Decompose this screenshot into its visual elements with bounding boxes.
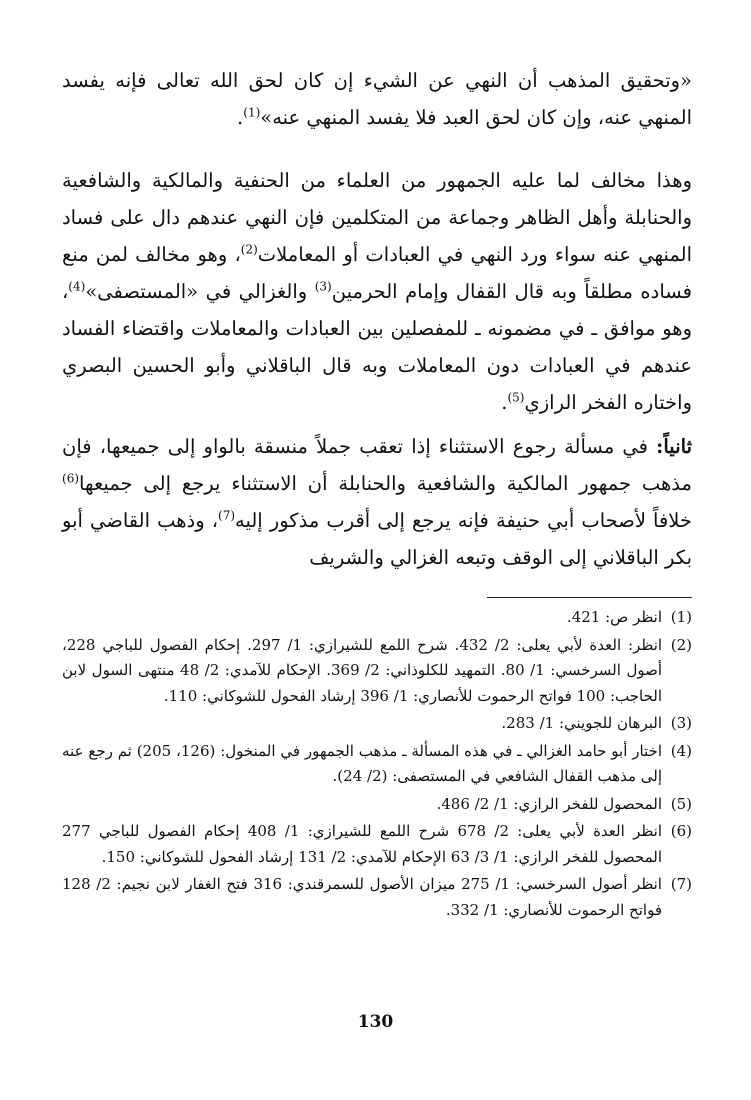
footnote-item — [62, 605, 692, 631]
footnote-number: (6) — [670, 822, 692, 840]
footnote-ref-1: (1) — [243, 105, 261, 120]
footnote-ref-5: (5) — [507, 390, 525, 405]
footnote-number: (2) — [670, 635, 692, 654]
footnote-ref-3: (3) — [314, 279, 332, 294]
footnote-item — [62, 739, 692, 790]
paragraph-text: ، وهو مخالف لمن منع فساده مطلقاً وبه قال القفال وإمام الحرمين — [62, 243, 692, 303]
page-number: 130 — [357, 1012, 394, 1032]
footnote-number: (7) — [670, 875, 692, 893]
footnote-item — [62, 711, 692, 737]
paragraph-text: والغزالي في «المستصفى» — [85, 280, 315, 303]
footnote-item — [62, 872, 692, 923]
footnote-ref-7: (7) — [218, 508, 236, 523]
footnote-divider — [487, 597, 692, 598]
footnote-text: انظر: العدة لأبي يعلى: 2/ 432. شرح اللمع للشيرازي: 1/ 297. إحكام الفصول للباجي 228، أصول السرخسي: 1/ 80. التمهيد للكلوذاني: 2/ 369. الإحكام للآمدي: 2/ 48 منتهى السول لابن الحاجب: 100 فواتح الرحموت للأنصاري: 1/ 396 إرشاد الفحول للشوكاني: 110. — [62, 635, 663, 705]
paragraph-text: ، وذهب القاضي أبو بكر الباقلاني إلى الوقف وتبعه الغزالي والشريف — [62, 509, 692, 569]
footnote-ref-6: (6) — [62, 471, 80, 486]
footnote-number: (5) — [670, 794, 692, 813]
footnotes-list — [62, 605, 692, 925]
footnote-text: انظر أصول السرخسي: 1/ 275 ميزان الأصول للسمرقندي: 316 فتح الغفار لابن نجيم: 2/ 128 فواتح الرحموت للأنصاري: 1/ 332. — [62, 875, 662, 919]
paragraph-text: . — [501, 391, 508, 414]
footnote-text: اختار أبو حامد الغزالي ـ في هذه المسألة ـ مذهب الجمهور في المنخول: (126، 205) ثم رجع عنه إلى مذهب القفال الشافعي في المستصفى: (2/ 24). — [62, 741, 662, 785]
paragraph-quote — [62, 62, 692, 136]
footnote-text: البرهان للجويني: 1/ 283. — [501, 714, 662, 732]
footnote-number: (1) — [670, 608, 692, 626]
paragraph-text: وهذا مخالف لما عليه الجمهور من العلماء من الحنفية والمالكية والشافعية والحنابلة وأهل الظاهر وجماعة من المتكلمين فإن النهي عندهم دال على فساد المنهي عنه سواء ورد النهي في العبادات أو المعاملات — [62, 169, 692, 266]
quote-tail: . — [237, 106, 244, 129]
footnote-item — [62, 792, 692, 818]
footnote-ref-2: (2) — [240, 242, 258, 257]
paragraph-thaniyan — [62, 428, 692, 576]
footnote-item — [62, 819, 692, 870]
footnote-item — [62, 633, 692, 710]
footnote-number: (3) — [670, 714, 692, 732]
paragraph-text: خلافاً لأصحاب أبي حنيفة فإنه يرجع إلى أقرب مذكور إليه — [235, 509, 692, 532]
paragraph-text: ، وهو موافق ـ في مضمونه ـ للمفصلين بين العبادات والمعاملات واقتضاء الفساد عندهم في العبادات دون المعاملات وبه قال الباقلاني وأبو الحسين البصري واختاره الفخر الرازي — [62, 280, 692, 414]
quote-text: «وتحقيق المذهب أن النهي عن الشيء إن كان لحق الله تعالى فإنه يفسد المنهي عنه، وإن كان لحق العبد فلا يفسد المنهي عنه» — [62, 69, 692, 129]
paragraph-text: في مسألة رجوع الاستثناء إذا تعقب جملاً منسقة بالواو إلى جميعها، فإن مذهب جمهور المالكية والشافعية والحنابلة أن الاستثناء يرجع إلى جميعها — [62, 435, 692, 495]
footnote-number: (4) — [670, 741, 692, 760]
footnote-text: انظر العدة لأبي يعلى: 2/ 678 شرح اللمع للشيرازي: 1/ 408 إحكام الفصول للباجي 277 المحصول للفخر الرازي: 1/ 3/ 63 الإحكام للآمدي: 2/ 131 إرشاد الفحول للشوكاني: 150. — [62, 822, 662, 866]
footnote-text: المحصول للفخر الرازي: 1/ 2/ 486. — [436, 794, 662, 813]
section-lead: ثانياً: — [656, 435, 692, 458]
footnote-ref-4: (4) — [68, 279, 86, 294]
footnote-text: انظر ص: 421. — [566, 608, 662, 626]
paragraph-jumhur — [62, 162, 692, 421]
